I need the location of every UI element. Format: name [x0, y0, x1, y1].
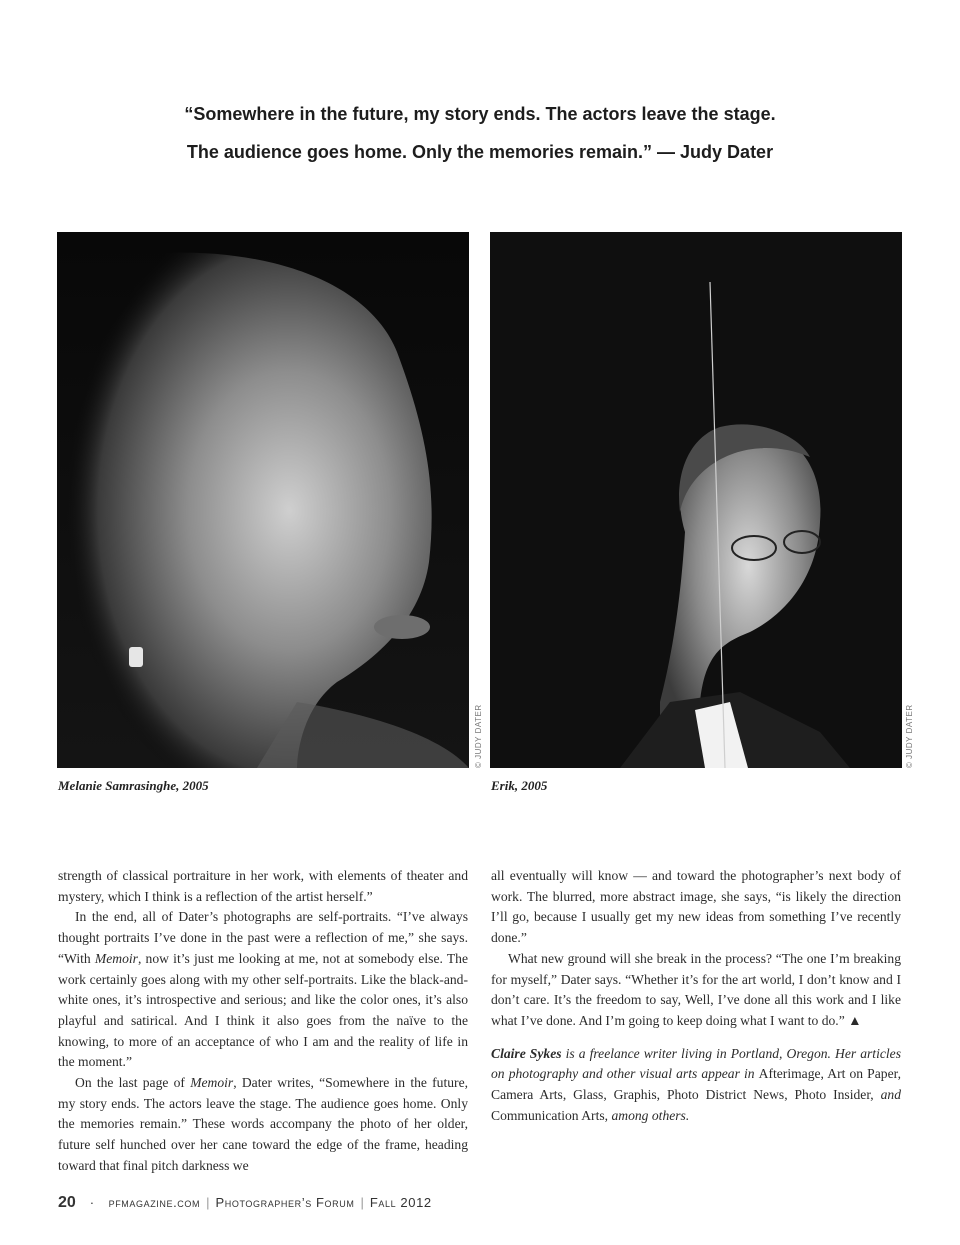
- photo-credit-2: © JUDY DATER: [905, 704, 914, 768]
- footer-dot: ·: [89, 1195, 95, 1210]
- footer-issue: Fall 2012: [369, 1195, 432, 1210]
- portrait-photo-erik: [490, 232, 902, 768]
- author-bio: Claire Sykes is a freelance writer living in Portland, Oregon. Her articles on photography and other visual arts appear in Afterimage, Art on Paper, Camera Arts, Glass, Graphis, Photo District News, Photo Insider, and Communication Arts, among others.: [491, 1045, 901, 1123]
- article-paragraph: On the last page of Memoir, Dater writes, “Somewhere in the future, my story ends. The actors leave the stage. The audience goes home. Only the memories remain.” These words accompany the photo of her older, future self hunched over her cane toward the edge of the frame, heading toward that final pitch darkness we: [58, 1075, 468, 1173]
- article-paragraph: What new ground will she break in the process? “The one I’m breaking for myself,” Dater says. “Whether it’s for the art world, I don’t know and I don’t care. It’s the freedom to say, Well, I’ve done all this work and I like what I’ve done. And I’m going to keep doing what I want to do.” ▲: [491, 950, 901, 1028]
- footer-site-link[interactable]: pfmagazine.com: [108, 1195, 201, 1210]
- book-title: Memoir: [190, 1075, 234, 1091]
- photo-credit-1: © JUDY DATER: [474, 704, 483, 768]
- footer-magazine: Photographer’s Forum: [215, 1195, 355, 1210]
- article-paragraph: In the end, all of Dater’s photographs are self-portraits. “I’ve always thought portraits I’ve done in the past were a reflection of me,” she says. “With Memoir, now it’s just me looking at me, not at somebody else. The work certainly goes along with my other self-portraits. Like the black-and-white ones, it’s introspective and serious; and like the color ones, it’s also playful and satirical. And I think it also goes from the naïve to the knowing, to more of an acceptance of who I am and the reality of life in the moment.”: [58, 909, 468, 1070]
- book-title: Memoir: [94, 950, 138, 966]
- article-column-left: [58, 866, 468, 1177]
- article-paragraph: strength of classical portraiture in her work, with elements of theater and mystery, which I think is a reflection of the artist herself.”: [58, 868, 468, 904]
- article-column-right: [491, 866, 901, 1126]
- photo-caption-2: Erik, 2005: [491, 778, 548, 793]
- pull-quote-line-2: The audience goes home. Only the memories remain.” — Judy Dater: [186, 142, 774, 162]
- page-number: 20: [58, 1194, 76, 1211]
- portrait-photo-melanie: [57, 232, 469, 768]
- pull-quote-line-1: “Somewhere in the future, my story ends. The actors leave the stage.: [184, 104, 776, 124]
- author-name: Claire Sykes: [491, 1045, 562, 1061]
- article-paragraph: all eventually will know — and toward the photographer’s next body of work. The blurred, more abstract image, she says, “is likely the direction I’ll go, because I usually get my new ideas from something I’ve recently done.”: [491, 868, 901, 946]
- photo-caption-1: Melanie Samrasinghe, 2005: [58, 778, 209, 793]
- end-mark-icon: ▲: [848, 1012, 862, 1028]
- page-footer: 20 · pfmagazine.com | Photographer’s Forum | Fall 2012: [58, 1194, 432, 1211]
